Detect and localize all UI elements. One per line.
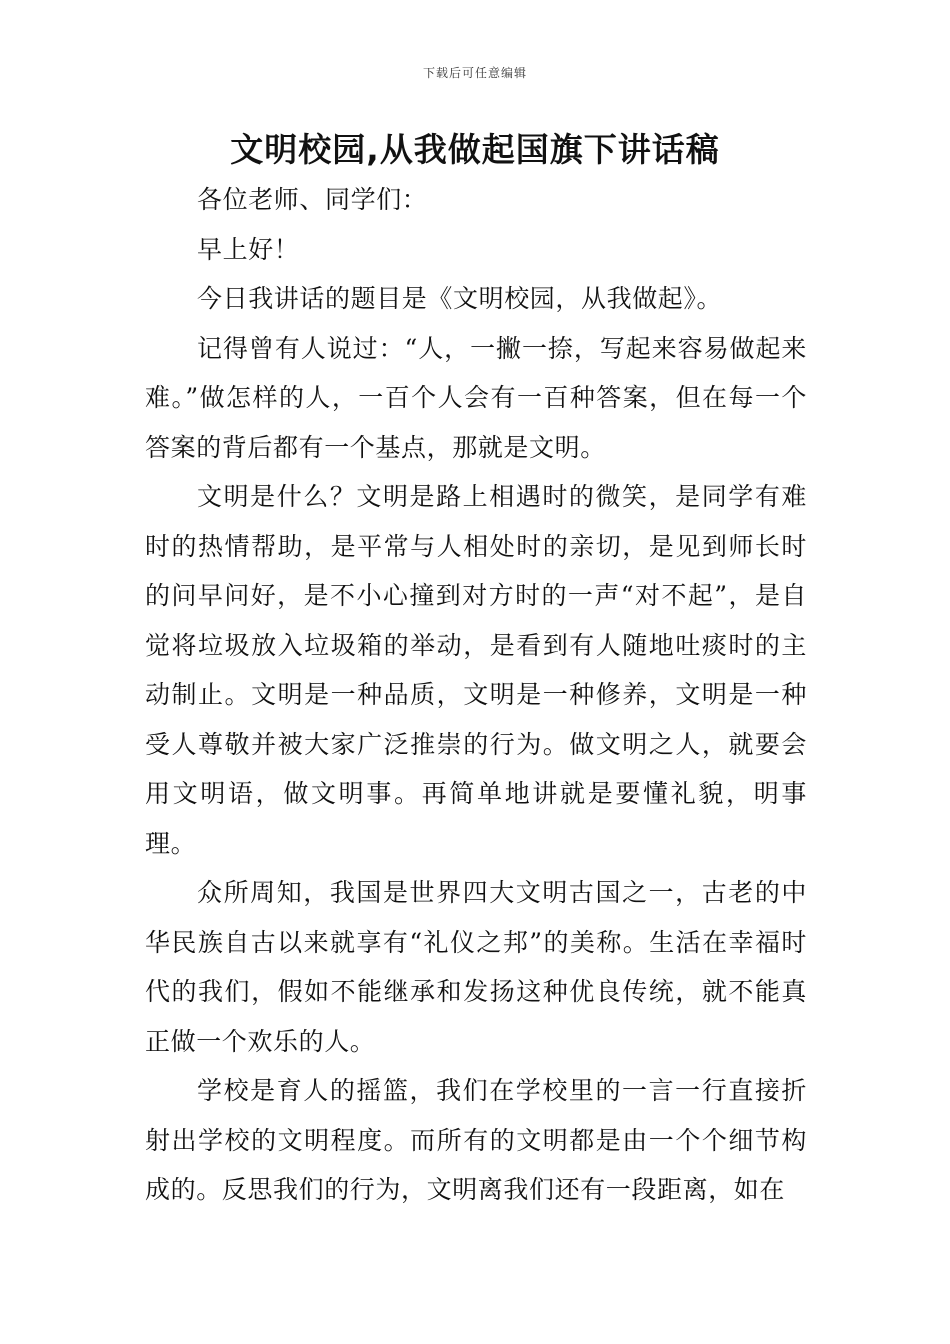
speech-body	[145, 175, 807, 1215]
paragraph-what-is-civility: 文明是什么？文明是路上相遇时的微笑，是同学有难时的热情帮助，是平常与人相处时的亲切，是见到师长时的问早问好，是不小心撞到对方时的一声“对不起”，是自觉将垃圾放入垃圾箱的举动，是看到有人随地吐痰时的主动制止。文明是一种品质，文明是一种修养，文明是一种受人尊敬并被大家广泛推崇的行为。做文明之人，就要会用文明语，做文明事。再简单地讲就是要懂礼貌，明事理。	[145, 482, 807, 858]
paragraph-quote: 记得曾有人说过：“人，一撇一捺，写起来容易做起来难。”做怎样的人，一百个人会有一百种答案，但在每一个答案的背后都有一个基点，那就是文明。	[145, 333, 807, 462]
header-note: 下载后可任意编辑	[422, 66, 527, 80]
page-title: 文明校园,从我做起国旗下讲话稿	[230, 130, 720, 169]
paragraph-good-morning: 早上好！	[197, 234, 300, 264]
paragraph-greeting: 各位老师、同学们：	[197, 185, 428, 214]
paragraph-topic: 今日我讲话的题目是《文明校园，从我做起》。	[197, 284, 723, 313]
paragraph-ancient-civilization: 众所周知，我国是世界四大文明古国之一，古老的中华民族自古以来就享有“礼仪之邦”的美称。生活在幸福时代的我们，假如不能继承和发扬这种优良传统，就不能真正做一个欢乐的人。	[145, 878, 807, 1056]
paragraph-school: 学校是育人的摇篮，我们在学校里的一言一行直接折射出学校的文明程度。而所有的文明都是由一个个细节构成的。反思我们的行为，文明离我们还有一段距离，如在	[145, 1076, 807, 1204]
